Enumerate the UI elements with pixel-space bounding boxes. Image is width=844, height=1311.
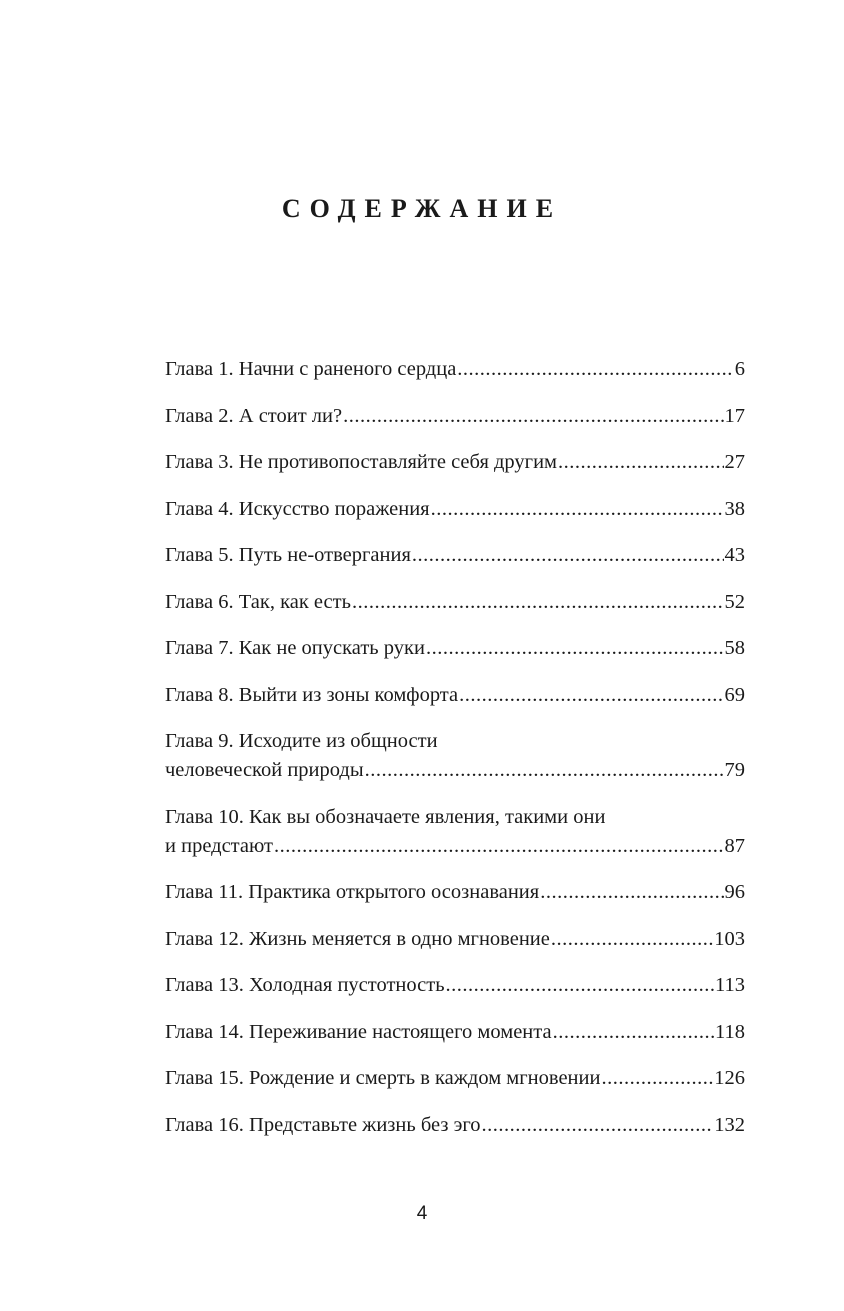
toc-entry-page: 79 bbox=[724, 759, 745, 781]
toc-dot-leader bbox=[540, 878, 723, 907]
toc-dot-leader bbox=[457, 355, 733, 384]
toc-entry bbox=[165, 1018, 745, 1047]
toc-dot-leader bbox=[352, 588, 724, 617]
toc-entry-title: Глава 8. Выйти из зоны комфорта bbox=[165, 683, 459, 706]
toc-entry-title: Глава 13. Холодная пустотность bbox=[165, 974, 445, 996]
toc-entry bbox=[165, 727, 745, 785]
toc-entry-page: 38 bbox=[724, 497, 745, 520]
toc-entry-line bbox=[165, 878, 745, 907]
toc-entry-title-first-line: Глава 9. Исходите из общности bbox=[165, 730, 438, 752]
toc-entry bbox=[165, 634, 745, 663]
toc-dot-leader bbox=[446, 971, 714, 1000]
page-number: 4 bbox=[416, 1203, 428, 1224]
toc-entry-page: 43 bbox=[724, 544, 745, 566]
toc-entry bbox=[165, 448, 745, 477]
toc-dot-leader bbox=[412, 541, 724, 570]
toc-dot-leader bbox=[558, 448, 723, 477]
toc-dot-leader bbox=[343, 402, 723, 431]
toc-entry-page: 103 bbox=[714, 927, 745, 950]
toc-entry-line bbox=[165, 541, 745, 570]
toc-entry bbox=[165, 1111, 745, 1140]
toc-dot-leader bbox=[482, 1111, 714, 1140]
toc-entry-line bbox=[165, 925, 745, 954]
toc-entry-title-first-line: Глава 10. Как вы обозначаете явления, такими они bbox=[165, 805, 606, 828]
toc-entry-page: 87 bbox=[724, 834, 745, 857]
toc-entry-title: Глава 12. Жизнь меняется в одно мгновение bbox=[165, 927, 550, 950]
toc-entry-page: 69 bbox=[724, 683, 745, 706]
toc-entry bbox=[165, 925, 745, 954]
toc-entry-page: 17 bbox=[724, 404, 745, 427]
toc-entry-page: 126 bbox=[714, 1067, 745, 1089]
toc-entry-line bbox=[165, 832, 745, 861]
toc-entry-title: Глава 11. Практика открытого осознавания bbox=[165, 881, 540, 903]
toc-entry-title: Глава 15. Рождение и смерть в каждом мгновении bbox=[165, 1067, 601, 1089]
toc-entry-page: 113 bbox=[715, 974, 745, 996]
toc-dot-leader bbox=[551, 925, 713, 954]
toc-entry-page: 96 bbox=[724, 881, 745, 903]
toc-entry-line bbox=[165, 355, 745, 384]
toc-entry-line bbox=[165, 495, 745, 524]
toc-entry-page: 132 bbox=[714, 1113, 745, 1136]
toc-dot-leader bbox=[601, 1064, 713, 1093]
toc-entry bbox=[165, 355, 745, 384]
toc-entry-title: Глава 6. Так, как есть bbox=[165, 590, 351, 613]
toc-entry bbox=[165, 541, 745, 570]
toc-dot-leader bbox=[274, 832, 724, 861]
toc-entry-title: Глава 14. Переживание настоящего момента bbox=[165, 1020, 552, 1043]
toc-entry-line bbox=[165, 1018, 745, 1047]
toc-dot-leader bbox=[431, 495, 724, 524]
toc-entry bbox=[165, 878, 745, 907]
toc-entry bbox=[165, 971, 745, 1000]
toc-dot-leader bbox=[426, 634, 724, 663]
toc-entry-title: Глава 1. Начни с раненого сердца bbox=[165, 358, 457, 380]
toc-entry-title: человеческой природы bbox=[165, 759, 364, 781]
toc-entry-line bbox=[165, 1111, 745, 1140]
page-title: СОДЕРЖАНИЕ bbox=[281, 194, 563, 223]
toc-entry bbox=[165, 588, 745, 617]
toc-entry-line bbox=[165, 971, 745, 1000]
toc-entry-page: 27 bbox=[724, 451, 745, 473]
toc-entry-page: 52 bbox=[724, 590, 745, 613]
toc-entry-title: Глава 16. Представьте жизнь без эго bbox=[165, 1113, 481, 1136]
toc-entry bbox=[165, 803, 745, 861]
toc-entry-title: Глава 4. Искусство поражения bbox=[165, 497, 430, 520]
toc-entry-line bbox=[165, 681, 745, 710]
toc-entry-line bbox=[165, 448, 745, 477]
toc-entry-page: 118 bbox=[715, 1020, 745, 1043]
toc-entry-line bbox=[165, 1064, 745, 1093]
toc-entry bbox=[165, 402, 745, 431]
toc-entry-page: 6 bbox=[734, 358, 745, 380]
toc-entry bbox=[165, 495, 745, 524]
toc-entry-title: Глава 7. Как не опускать руки bbox=[165, 637, 425, 659]
toc-entry-line bbox=[165, 402, 745, 431]
toc-entry bbox=[165, 1064, 745, 1093]
toc-entry-page: 58 bbox=[724, 637, 745, 659]
table-of-contents bbox=[165, 355, 745, 1157]
toc-entry bbox=[165, 681, 745, 710]
toc-entry-title: Глава 2. А стоит ли? bbox=[165, 404, 343, 427]
toc-entry-line bbox=[165, 756, 745, 785]
toc-dot-leader bbox=[459, 681, 723, 710]
toc-entry-line bbox=[165, 588, 745, 617]
toc-entry-title: Глава 3. Не противопоставляйте себя другим bbox=[165, 451, 558, 473]
toc-entry-title: Глава 5. Путь не-отвергания bbox=[165, 544, 411, 566]
toc-dot-leader bbox=[553, 1018, 714, 1047]
toc-entry-line bbox=[165, 634, 745, 663]
toc-dot-leader bbox=[365, 756, 724, 785]
toc-entry-title: и предстают bbox=[165, 834, 273, 857]
